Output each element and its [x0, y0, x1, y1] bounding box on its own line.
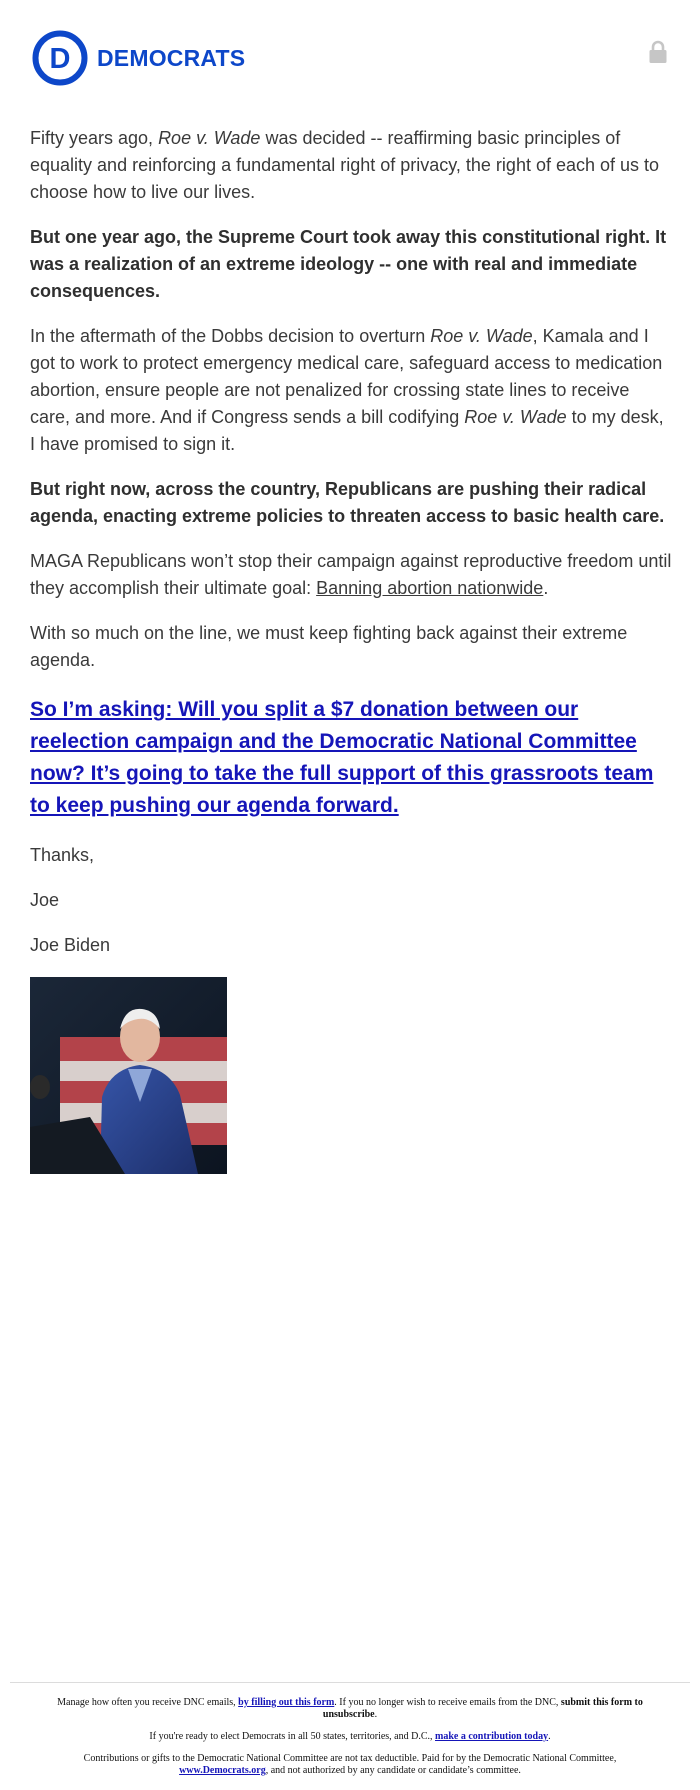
donate-cta-link[interactable]: So I’m asking: Will you split a $7 donation between our reelection campaign and the Democratic National Committee now? It’s going to take the full support of this grassroots team to keep pushing our agenda forward. [30, 698, 654, 817]
paragraph-roe-history: Fifty years ago, Roe v. Wade was decided -- reaffirming basic principles of equality and reinforcing a fundamental right of privacy, the right of each of us to choose how to live our lives. [30, 128, 660, 202]
manage-emails-link[interactable]: by filling out this form [238, 1697, 335, 1708]
footer-manage-emails: Manage how often you receive DNC emails, by filling out this form. If you no longer wish to receive emails from the DNC, submit this form to unsubscribe. [57, 1697, 643, 1720]
lock-icon [648, 40, 668, 64]
signature-full-name: Joe Biden [30, 935, 111, 955]
contribute-link[interactable]: make a contribution today [435, 1731, 549, 1742]
paragraph-dobbs-aftermath: In the aftermath of the Dobbs decision to overturn Roe v. Wade, Kamala and I got to work to protect emergency medical care, safeguard access to medication abortion, ensure people are not penalized for crossing state lines to receive care, and more. And if Congress sends a bill codifying Roe v. Wade to my desk, I have promised to sign it. [30, 326, 664, 454]
paragraph-republican-agenda: But right now, across the country, Republicans are pushing their radical agenda, enacting extreme policies to threaten access to basic health care. [30, 479, 665, 526]
banning-abortion-link[interactable]: Banning abortion nationwide [316, 578, 544, 598]
email-footer [10, 1682, 690, 1787]
paragraph-maga-goal: MAGA Republicans won’t stop their campaign against reproductive freedom until they accomplish their ultimate goal: Banning abortion nationwide. [30, 551, 672, 598]
email-header [32, 30, 668, 92]
closing-thanks: Thanks, [30, 845, 95, 865]
signature-first-name: Joe [30, 890, 60, 910]
footer-disclaimer: Contributions or gifts to the Democratic National Committee are not tax deductible. Paid for by the Democratic National Committee, www.Democrats.org, and not authorized by any candidate or candidate’s committee. [83, 1753, 617, 1776]
democrats-logo[interactable] [32, 30, 245, 86]
unsubscribe-text[interactable]: submit this form to unsubscribe [322, 1697, 643, 1720]
footer-contribute: If you're ready to elect Democrats in all 50 states, territories, and D.C., make a contribution today. [149, 1731, 551, 1742]
donation-cta [30, 694, 672, 822]
joe-biden-photo [30, 977, 227, 1174]
svg-text:D: D [49, 43, 71, 75]
democrats-org-link[interactable]: www.Democrats.org [179, 1765, 266, 1776]
democrats-wordmark: DEMOCRATS [97, 44, 246, 71]
democrats-d-logo-icon [32, 30, 88, 86]
paragraph-keep-fighting: With so much on the line, we must keep fighting back against their extreme agenda. [30, 623, 628, 670]
paragraph-supreme-court: But one year ago, the Supreme Court took away this constitutional right. It was a realization of an extreme ideology -- one with real and immediate consequences. [30, 227, 667, 301]
email-body [30, 125, 672, 1174]
